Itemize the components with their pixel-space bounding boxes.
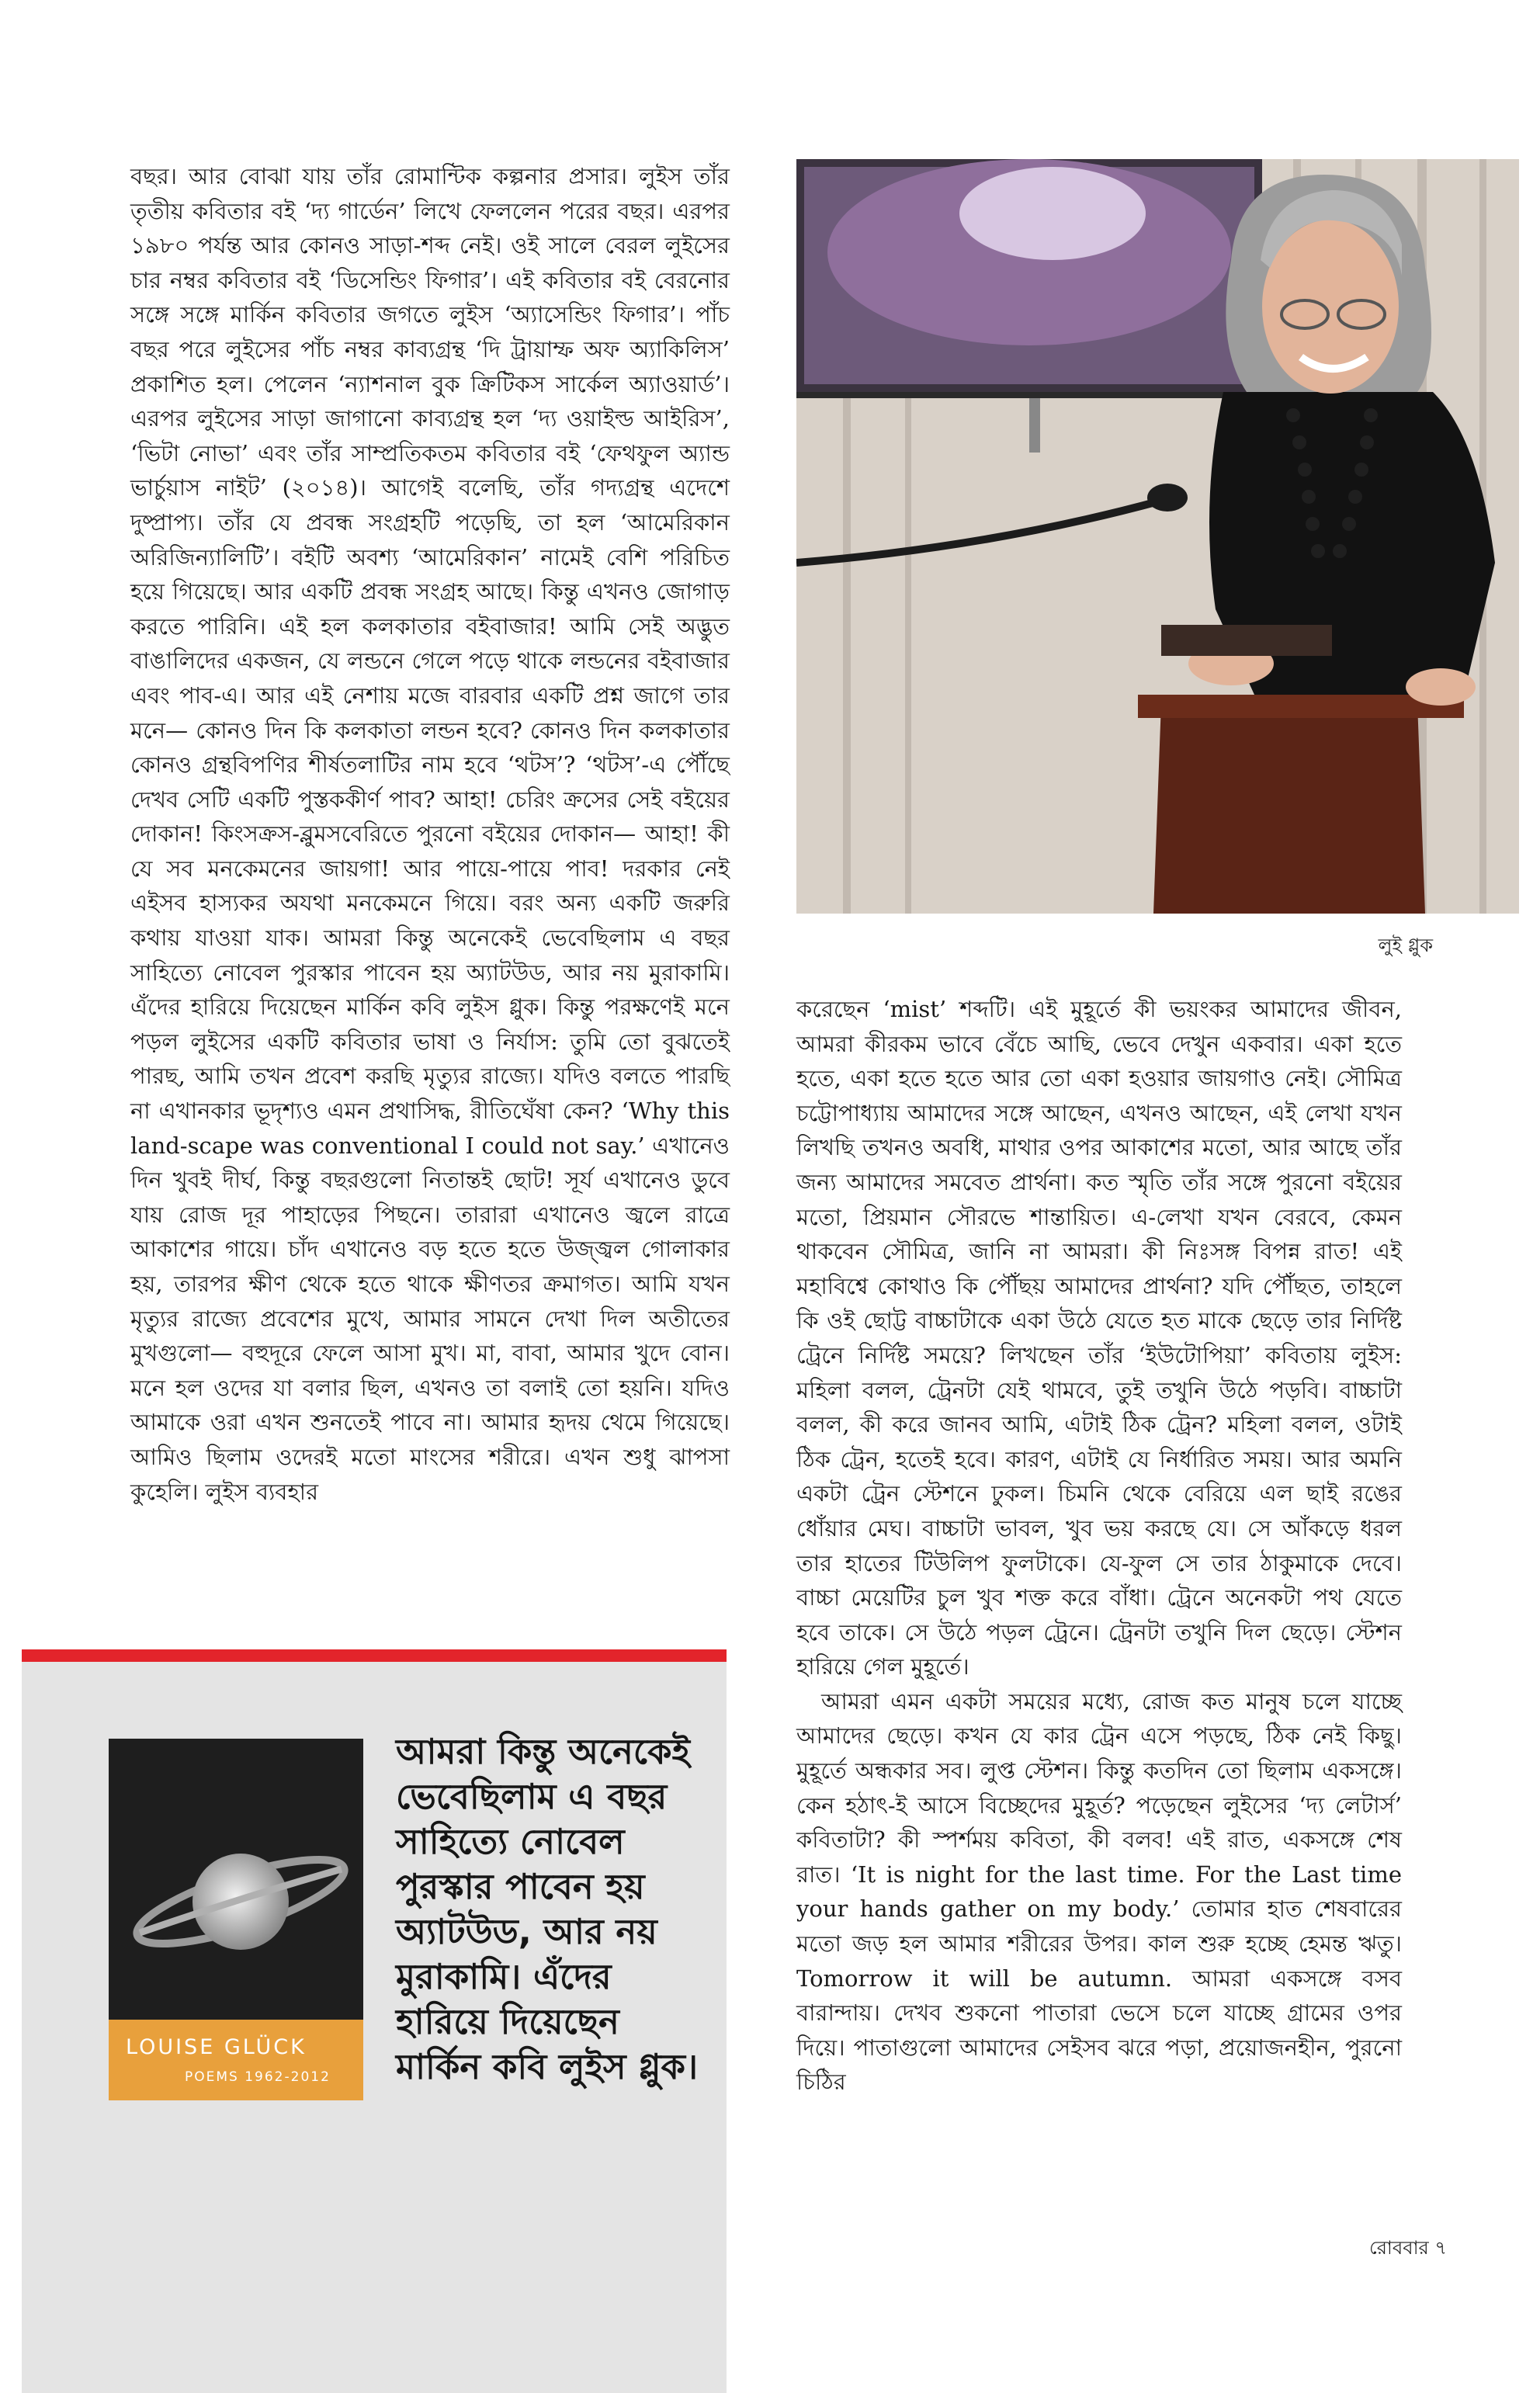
book-title-band xyxy=(109,2020,363,2100)
saturn-image xyxy=(109,1739,363,2020)
book-subtitle: POEMS 1962-2012 xyxy=(185,2069,331,2085)
paragraph: বছর। আর বোঝা যায় তাঁর রোমান্টিক কল্পনার প্রসার। লুইস তাঁর তৃতীয় কবিতার বই ‘দ্য গার্ডেন’ লিখে ফেললেন পরের বছর। এরপর ১৯৮০ পর্যন্ত আর কোনও সাড়া-শব্দ নেই। ওই সালে বেরল লুইসের চার নম্বর কবিতার বই ‘ডিসেন্ডিং ফিগার’। এই কবিতার বই বেরনোর সঙ্গে সঙ্গে মার্কিন কবিতার জগতে লুইস ‘অ্যাসেন্ডিং ফিগার’। পাঁচ বছর পরে লুইসের পাঁচ নম্বর কাব্যগ্রন্থ ‘দি ট্রায়াম্ফ অফ অ্যাকিলিস’ প্রকাশিত হল। পেলেন ‘ন্যাশনাল বুক ক্রিটিকস সার্কেল অ্যাওয়ার্ড’। এরপর লুইসের সাড়া জাগানো কাব্যগ্রন্থ হল ‘দ্য ওয়াইল্ড আইরিস’, ‘ভিটা নোভা’ এবং তাঁর সাম্প্রতিকতম কবিতার বই ‘ফেথফুল অ্যান্ড ভার্চুয়াস নাইট’ (২০১৪)। আগেই বলেছি, তাঁর গদ্যগ্রন্থ এদেশে দুষ্প্রাপ্য। তাঁর যে প্রবন্ধ সংগ্রহটি পড়েছি, তা হল ‘আমেরিকান অরিজিন্যালিটি’। বইটি অবশ্য ‘আমেরিকান’ নামেই বেশি পরিচিত হয়ে গিয়েছে। আর একটি প্রবন্ধ সংগ্রহ আছে। কিন্তু এখনও জোগাড় করতে পারিনি। এই হল কলকাতার বইবাজার! আমি সেই অদ্ভুত বাঙালিদের একজন, যে লন্ডনে গেলে পড়ে থাকে লন্ডনের বইবাজার এবং পাব-এ। আর এই নেশায় মজে বারবার একটি প্রশ্ন জাগে তার মনে— কোনও দিন কি কলকাতা লন্ডন হবে? কোনও দিন কলকাতার কোনও গ্রন্থবিপণির শীর্ষতলাটির নাম হবে ‘থটস’? ‘থটস’-এ পৌঁছে দেখব সেটি একটি পুস্তককীর্ণ পাব? আহা! চেরিং ক্রসের সেই বইয়ের দোকান! কিংসক্রস-ব্লুমসবেরিতে পুরনো বইয়ের দোকান— আহা! কী যে সব মনকেমনের জায়গা! আর পায়ে-পায়ে পাব! দরকার নেই এইসব হাস্যকর অযথা মনকেমনে গিয়ে। বরং অন্য একটি জরুরি কথায় যাওয়া যাক। আমরা কিন্তু অনেকেই ভেবেছিলাম এ বছর সাহিত্যে নোবেল পুরস্কার পাবেন হয় অ্যাটউড, আর নয় মুরাকামি। এঁদের হারিয়ে দিয়েছেন মার্কিন কবি লুইস গ্লুক। কিন্তু পরক্ষণেই মনে পড়ল লুইসের একটি কবিতার ভাষা ও নির্যাস: তুমি তো বুঝতেই পারছ, আমি তখন প্রবেশ করছি মৃত্যুর রাজ্যে। যদিও বলতে পারছি না এখানকার ভূদৃশ্যও এমন প্রথাসিদ্ধ, রীতিঘেঁষা কেন? ‘Why this land-scape was conventional I could not say.’ এখানেও দিন খুবই দীর্ঘ, কিন্তু বছরগুলো নিতান্তই ছোট! সূর্য এখানেও ডুবে যায় রোজ দূর পাহাড়ের পিছনে। তারারা এখানেও জ্বলে রাত্রে আকাশের গায়ে। চাঁদ এখানেও বড় হতে হতে উজ্জ্বল গোলাকার হয়, তারপর ক্ষীণ থেকে হতে থাকে ক্ষীণতর ক্রমাগত। আমি যখন মৃত্যুর রাজ্যে প্রবেশের মুখে, আমার সামনে দেখা দিল অতীতের মুখগুলো— বহুদূরে ফেলে আসা মুখ। মা, বাবা, আমার খুদে বোন। মনে হল ওদের যা বলার ছিল, এখনও তা বলাই তো হয়নি। যদিও আমাকে ওরা এখন শুনতেই পাবে না। আমার হৃদয় থেমে গিয়েছে। আমিও ছিলাম ওদেরই মতো মাংসের শরীরে। এখন শুধু ঝাপসা কুহেলি। লুইস ব্যবহার xyxy=(130,163,730,1505)
author-photo xyxy=(796,159,1519,914)
accent-rule xyxy=(22,1649,727,1662)
paragraph: আমরা এমন একটা সময়ের মধ্যে, রোজ কত মানুষ চলে যাচ্ছে আমাদের ছেড়ে। কখন যে কার ট্রেন এসে পড়ছে, ঠিক নেই কিছু। মুহূর্তে অন্ধকার সব। লুপ্ত স্টেশন। কিন্তু কতদিন তো ছিলাম একসঙ্গে। কেন হঠাৎ-ই আসে বিচ্ছেদের মুহূর্ত? পড়েছেন লুইসের ‘দ্য লেটার্স’ কবিতাটা? কী স্পর্শময় কবিতা, কী বলব! এই রাত, একসঙ্গে শেষ রাত। ‘It is night for the last time. For the Last time your hands gather on my body.’ তোমার হাত শেষবারের মতো জড় হল আমার শরীরের উপর। কাল শুরু হচ্ছে হেমন্ত ঋতু। Tomorrow it will be autumn. আমরা একসঙ্গে বসব বারান্দায়। দেখব শুকনো পাতারা ভেসে চলে যাচ্ছে গ্রামের ওপর দিয়ে। পাতাগুলো আমাদের সেইসব ঝরে পড়া, প্রয়োজনহীন, পুরনো চিঠির xyxy=(796,1687,1402,2096)
paragraph: করেছেন ‘mist’ শব্দটি। এই মুহূর্তে কী ভয়ংকর আমাদের জীবন, আমরা কীরকম ভাবে বেঁচে আছি, ভেবে দেখুন একবার। একা হতে হতে, একা হতে হতে আর তো একা হওয়ার জায়গাও নেই। সৌমিত্র চট্টোপাধ্যায় আমাদের সঙ্গে আছেন, এখনও আছেন, এই লেখা যখন লিখছি তখনও অবধি, মাথার ওপর আকাশের মতো, আর আছে তাঁর জন্য আমাদের সমবেত প্রার্থনা। কত স্মৃতি তাঁর সঙ্গে পুরনো বইয়ের মতো, প্রিয়মান সৌরভে শান্তায়িত। এ-লেখা যখন বেরবে, কেমন থাকবেন সৌমিত্র, জানি না আমরা। কী নিঃসঙ্গ বিপন্ন রাত! এই মহাবিশ্বে কোথাও কি পৌঁছয় আমাদের প্রার্থনা? যদি পৌঁছত, তাহলে কি ওই ছোট্ট বাচ্চাটাকে একা উঠে যেতে হত মাকে ছেড়ে তার নির্দিষ্ট ট্রেনে নির্দিষ্ট সময়ে? লিখছেন তাঁর ‘ইউটোপিয়া’ কবিতায় লুইস: মহিলা বলল, ট্রেনটা যেই থামবে, তুই তখুনি উঠে পড়বি। বাচ্চাটা বলল, কী করে জানব আমি, এটাই ঠিক ট্রেন? মহিলা বলল, ওটাই ঠিক ট্রেন, হতেই হবে। কারণ, এটাই যে নির্ধারিত সময়। আর অমনি একটা ট্রেন স্টেশনে ঢুকল। চিমনি থেকে বেরিয়ে এল ছাই রঙের ধোঁয়ার মেঘ। বাচ্চাটা ভাবল, খুব ভয় করছে যে। সে আঁকড়ে ধরল তার হাতের টিউলিপ ফুলটাকে। যে-ফুল সে তার ঠাকুমাকে দেবে। বাচ্চা মেয়েটির চুল খুব শক্ত করে বাঁধা। ট্রেনে অনেকটা পথ যেতে হবে তাকে। সে উঠে পড়ল ট্রেনে। ট্রেনটা তখুনি দিল ছেড়ে। স্টেশন হারিয়ে গেল মুহূর্তে। xyxy=(796,996,1402,1680)
article-left-column xyxy=(130,159,730,1509)
photo-caption: লুই গ্লুক xyxy=(1378,935,1433,956)
article-right-column xyxy=(796,992,1402,2100)
book-cover xyxy=(109,1739,363,2100)
page-folio: রোববার ৭ xyxy=(1368,2237,1447,2259)
book-author: LOUISE GLÜCK xyxy=(126,2035,307,2059)
pull-quote: আমরা কিন্তু অনেকেই ভেবেছিলাম এ বছর সাহিত্যে নোবেল পুরস্কার পাবেন হয় অ্যাটউড, আর নয় মুরাকামি। এঁদের হারিয়ে দিয়েছেন মার্কিন কবি লুইস গ্লুক। xyxy=(396,1731,699,2087)
